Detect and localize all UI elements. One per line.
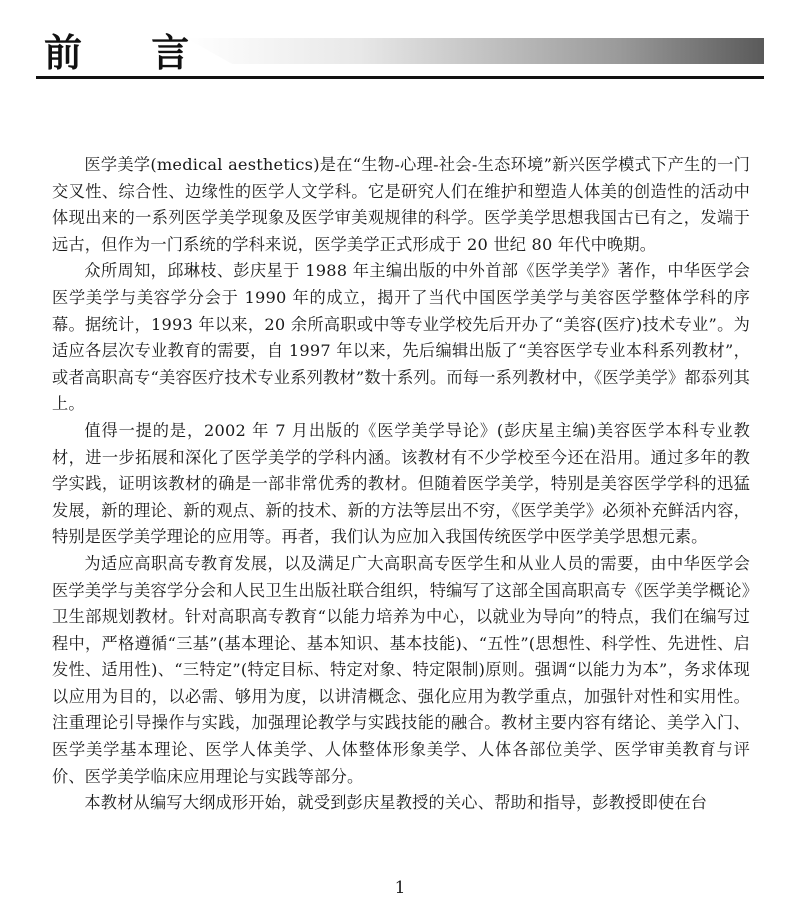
- header-rule: [36, 76, 764, 79]
- paragraph-2: 众所周知，邱琳枝、彭庆星于 1988 年主编出版的中外首部《医学美学》著作，中华医学会医学美学与美容学分会于 1990 年的成立，揭开了当代中国医学美学与美容医学整体学科的序幕。据统计，1993 年以来，20 余所高职或中等专业学校先后开办了“美容(医疗)技术专业”。为适应各层次专业教育的需要，自 1997 年以来，先后编辑出版了“美容医学专业本科系列教材”，或者高职高专“美容医疗技术专业系列教材”数十系列。而每一系列教材中，《医学美学》都忝列其上。: [52, 261, 750, 414]
- paragraph-5: 本教材从编写大纲成形开始，就受到彭庆星教授的关心、帮助和指导，彭教授即使在台: [84, 793, 708, 813]
- paragraph-3: 值得一提的是，2002 年 7 月出版的《医学美学导论》(彭庆星主编)美容医学本科专业教材，进一步拓展和深化了医学美学的学科内涵。该教材有不少学校至今还在沿用。通过多年的教学实践，证明该教材的确是一部非常优秀的教材。但随着医学美学，特别是美容医学学科的迅猛发展，新的理论、新的观点、新的技术、新的方法等层出不穷，《医学美学》必须补充鲜活内容，特别是医学美学理论的应用等。再者，我们认为应加入我国传统医学中医学美学思想元素。: [52, 420, 750, 547]
- chapter-header: [36, 26, 764, 84]
- body-text: [52, 152, 750, 817]
- header-gradient-bar: [186, 38, 764, 64]
- page-number: 1: [394, 878, 406, 898]
- paragraph-4: 为适应高职高专教育发展，以及满足广大高职高专医学生和从业人员的需要，由中华医学会医学美学与美容学分会和人民卫生出版社联合组织，特编写了这部全国高职高专《医学美学概论》卫生部规划教材。针对高职高专教育“以能力培养为中心，以就业为导向”的特点，我们在编写过程中，严格遵循“三基”(基本理论、基本知识、基本技能)、“五性”(思想性、科学性、先进性、启发性、适用性)、“三特定”(特定目标、特定对象、特定限制)原则。强调“以能力为本”，务求体现以应用为目的，以必需、够用为度，以讲清概念、强化应用为教学重点，加强针对性和实用性。注重理论引导操作与实践，加强理论教学与实践技能的融合。教材主要内容有绪论、美学入门、医学美学基本理论、医学人体美学、人体整体形象美学、人体各部位美学、医学审美教育与评价、医学美学临床应用理论与实践等部分。: [52, 553, 750, 786]
- chapter-title: 前 言: [44, 31, 218, 75]
- paragraph-1: 医学美学(medical aesthetics)是在“生物-心理-社会-生态环境”新兴医学模式下产生的一门交叉性、综合性、边缘性的医学人文学科。它是研究人们在维护和塑造人体美的创造性的活动中体现出来的一系列医学美学现象及医学审美观规律的科学。医学美学思想我国古已有之，发端于远古，但作为一门系统的学科来说，医学美学正式形成于 20 世纪 80 年代中晚期。: [52, 155, 750, 254]
